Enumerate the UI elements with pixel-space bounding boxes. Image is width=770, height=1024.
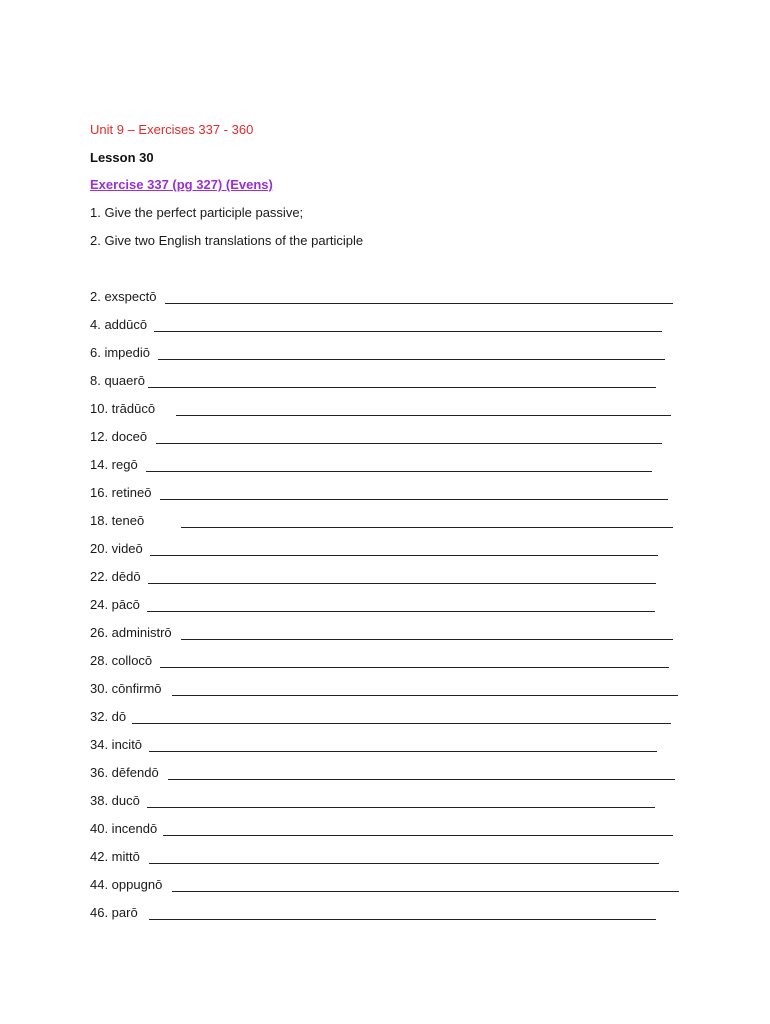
- exercise-item: [90, 569, 690, 585]
- answer-blank[interactable]: [168, 779, 675, 780]
- exercise-item-label: 36. dēfendō: [90, 765, 159, 780]
- exercise-item-label: 20. videō: [90, 541, 143, 556]
- answer-blank[interactable]: [147, 611, 655, 612]
- exercise-item-label: 8. quaerō: [90, 373, 145, 388]
- answer-blank[interactable]: [154, 331, 662, 332]
- answer-blank[interactable]: [149, 863, 659, 864]
- exercise-item: [90, 793, 690, 809]
- exercise-item-label: 6. impediō: [90, 345, 150, 360]
- answer-blank[interactable]: [146, 471, 652, 472]
- exercise-item-label: 38. ducō: [90, 793, 140, 808]
- answer-blank[interactable]: [149, 751, 657, 752]
- exercise-item: [90, 625, 690, 641]
- exercise-item-label: 16. retineō: [90, 485, 152, 500]
- exercise-item-label: 10. trādūcō: [90, 401, 156, 416]
- exercise-item: [90, 653, 690, 669]
- exercise-item: [90, 429, 690, 445]
- exercise-item-label: 4. addūcō: [90, 317, 148, 332]
- answer-blank[interactable]: [181, 527, 673, 528]
- exercise-item: [90, 541, 690, 557]
- instruction-2: 2. Give two English translations of the participle: [90, 233, 364, 248]
- unit-heading: Unit 9 – Exercises 337 - 360: [90, 122, 254, 137]
- answer-blank[interactable]: [176, 415, 671, 416]
- answer-blank[interactable]: [156, 443, 662, 444]
- instruction-1: 1. Give the perfect participle passive;: [90, 205, 304, 220]
- exercise-item: [90, 905, 690, 921]
- exercise-item: [90, 513, 690, 529]
- exercise-item-label: 22. dēdō: [90, 569, 141, 584]
- exercise-item: [90, 849, 690, 865]
- answer-blank[interactable]: [148, 387, 656, 388]
- answer-blank[interactable]: [172, 891, 679, 892]
- exercise-item: [90, 457, 690, 473]
- answer-blank[interactable]: [132, 723, 671, 724]
- exercise-item-label: 18. teneō: [90, 513, 145, 528]
- answer-blank[interactable]: [147, 807, 655, 808]
- lesson-heading: Lesson 30: [90, 150, 154, 165]
- exercise-item-label: 28. collocō: [90, 653, 153, 668]
- answer-blank[interactable]: [172, 695, 678, 696]
- exercise-item: [90, 345, 690, 361]
- exercise-item-label: 30. cōnfirmō: [90, 681, 162, 696]
- answer-blank[interactable]: [160, 667, 669, 668]
- exercise-item: [90, 681, 690, 697]
- exercise-item-label: 14. regō: [90, 457, 138, 472]
- answer-blank[interactable]: [150, 555, 658, 556]
- answer-blank[interactable]: [158, 359, 665, 360]
- exercise-item-label: 44. oppugnō: [90, 877, 163, 892]
- exercise-item-label: 46. parō: [90, 905, 138, 920]
- exercise-item-label: 40. incendō: [90, 821, 158, 836]
- exercise-item-label: 32. dō: [90, 709, 127, 724]
- exercise-item: [90, 765, 690, 781]
- answer-blank[interactable]: [148, 583, 656, 584]
- answer-blank[interactable]: [149, 919, 656, 920]
- exercise-item: [90, 709, 690, 725]
- exercise-item: [90, 485, 690, 501]
- exercise-item: [90, 821, 690, 837]
- exercise-item: [90, 317, 690, 333]
- exercise-item-label: 2. exspectō: [90, 289, 157, 304]
- exercise-item-label: 42. mittō: [90, 849, 140, 864]
- answer-blank[interactable]: [160, 499, 668, 500]
- exercise-item-label: 24. pācō: [90, 597, 140, 612]
- exercise-item-label: 26. administrō: [90, 625, 172, 640]
- exercise-item: [90, 877, 690, 893]
- exercise-item: [90, 373, 690, 389]
- answer-blank[interactable]: [165, 303, 673, 304]
- exercise-item-label: 34. incitō: [90, 737, 143, 752]
- answer-blank[interactable]: [163, 835, 673, 836]
- exercise-item: [90, 737, 690, 753]
- exercise-item: [90, 597, 690, 613]
- exercise-item-label: 12. doceō: [90, 429, 148, 444]
- answer-blank[interactable]: [181, 639, 673, 640]
- exercise-item: [90, 401, 690, 417]
- exercise-item: [90, 289, 690, 305]
- exercise-link[interactable]: Exercise 337 (pg 327) (Evens): [90, 177, 273, 192]
